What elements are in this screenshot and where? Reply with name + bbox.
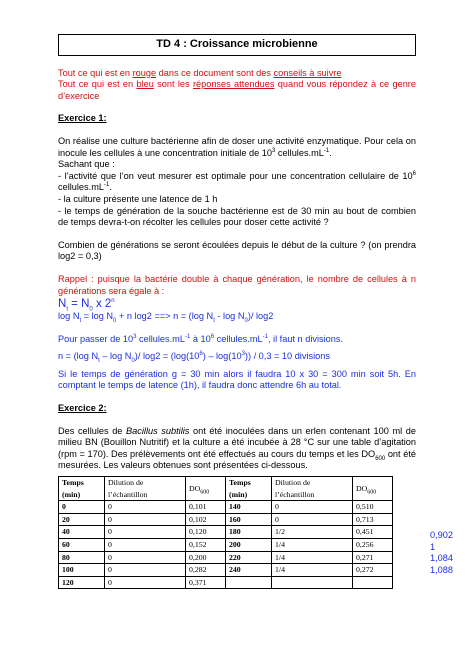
- side-answer-values: [430, 530, 456, 576]
- table-row: 20 0 0,102 160 0 0,713: [59, 513, 393, 526]
- document-page: [58, 34, 416, 589]
- side-value: 1,084: [430, 553, 453, 564]
- table-row: 80 0 0,200 220 1/4 0,271: [59, 551, 393, 564]
- table-header: Temps (min) Dilution de l’échantillon $DO_{600}$ Temps (min) Dilution de l’échantillon $DO_{600}$: [59, 477, 393, 501]
- question: Combien de générations se seront écoulées depuis le début de la culture ? (on prendra log2 = 0,3): [58, 239, 416, 262]
- table-row: 40 0 0,120 180 1/2 0,451: [59, 526, 393, 539]
- exercise-1-heading: Exercice 1:: [58, 113, 107, 124]
- condition-2: - la culture présente une latence de 1 h: [58, 193, 218, 204]
- condition-1: - l’activité que l’on veut mesurer est optimale pour une concentration cellulaire de $10^6$ $cellules.mL^{-1}$.: [58, 170, 416, 193]
- legend-blue: Tout ce qui est en bleu sont les réponses attendues quand vous répondez à ce genre d’exercice: [58, 79, 416, 101]
- legend-red: Tout ce qui est en rouge dans ce document sont des conseils à suivre: [58, 67, 342, 78]
- table-row: 100 0 0,282 240 1/4 0,272: [59, 564, 393, 577]
- rappel: Rappel : puisque la bactérie double à chaque génération, le nombre de cellules à n générations sera égale à :: [58, 273, 416, 296]
- side-value: 1,088: [430, 564, 453, 575]
- side-value: 0,902: [430, 530, 453, 540]
- page-title: TD 4 : Croissance microbienne: [58, 34, 416, 56]
- formula-log: $\log N_t = \log N_0 + n$ log2 ==> n = (log $N_t$ - $\log N_0)/$ log2: [58, 311, 274, 324]
- exercise-2-text: Des cellules de Bacillus subtilis ont été inoculées dans un erlen contenant 100 ml de milieu BN (Bouillon Nutritif) et la culture a été incubée à 28 °C sur une table d’agitation (rpm = 170). Des prélèvements ont été effectués au cours du temps et les $DO_{600}$ ont été mesurées. Les valeurs obtenues sont présentées ci-dessous.: [58, 425, 417, 471]
- exercise-2-heading: Exercice 2:: [58, 403, 107, 414]
- table-row: 0 0 0,101 140 0 0,510: [59, 501, 393, 514]
- divisions-calculation: n = (log $N_t$ – $\log N_0)/$ $\log 2 = (\log(10^6) - \log(10^3)) / 0,3 = 10$ divisions: [58, 351, 330, 365]
- condition-3: - le temps de génération de la souche bactérienne est de 30 min au bout de combien de temps devra-t-on récolter les cellules pour doser cette activité ?: [58, 205, 416, 228]
- sachant-label: Sachant que :: [58, 159, 115, 170]
- table-row: 120 0 0,371: [59, 576, 393, 589]
- exercise-1-answer: Si le temps de génération g = 30 min alors il faudra 10 x 30 = 300 min soit 5h. En comptant le temps de latence (1h), il faudra donc attendre 6h au total.: [58, 368, 416, 391]
- divisions-statement: Pour passer de $10^3$ $cellules.mL^{-1}$ à $10^6$ $cellules.mL^{-1}$, il faut n divisions.: [58, 333, 344, 344]
- measurements-table: [58, 476, 393, 589]
- table-row: 60 0 0,152 200 1/4 0,256: [59, 539, 393, 552]
- exercise-1-intro: On réalise une culture bactérienne afin de doser une activité enzymatique. Pour cela on inocule les cellules à une concentration initiale de $10^3$ $cellules.mL^{-1}$.: [58, 135, 416, 158]
- side-value: 1: [430, 541, 436, 552]
- formula-main: $N_t = N_0$ x 2$^n$: [58, 298, 115, 313]
